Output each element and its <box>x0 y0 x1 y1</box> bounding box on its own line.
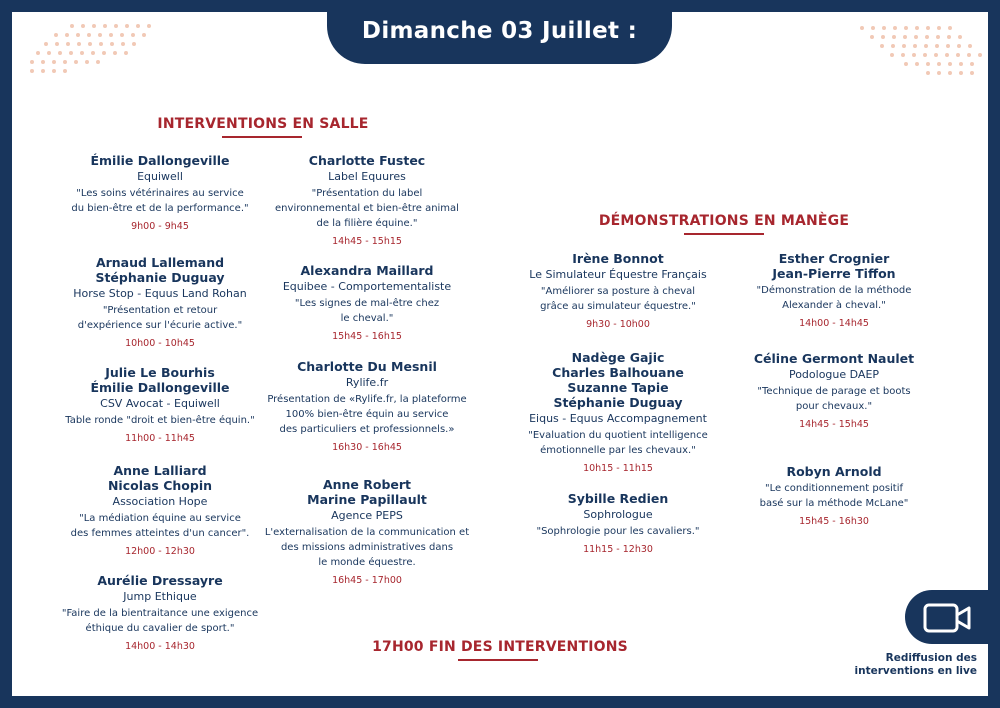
decorative-dot <box>935 44 939 48</box>
talk-line: émotionnelle par les chevaux." <box>540 445 696 456</box>
decorative-dot <box>103 24 107 28</box>
end-of-talks-underline <box>458 659 538 661</box>
time-slot: 16h45 - 17h00 <box>332 575 402 586</box>
decorative-dot <box>970 62 974 66</box>
talk-line: "Technique de parage et boots <box>757 386 911 397</box>
speaker-organization: Horse Stop - Equus Land Rohan <box>73 287 247 300</box>
speaker-organization: Jump Ethique <box>123 590 197 603</box>
speaker-block <box>45 153 275 234</box>
talk-line: "Le conditionnement positif <box>764 483 904 494</box>
speaker-block <box>734 351 934 432</box>
decorative-dot <box>915 62 919 66</box>
speaker-block <box>508 491 728 557</box>
talk-line: d'expérience sur l'écurie active." <box>77 320 243 331</box>
talk-line: pour chevaux." <box>795 401 873 412</box>
decorative-dot <box>936 35 940 39</box>
speaker-name: Charles Balhouane <box>552 365 684 380</box>
talk-line: "Evaluation du quotient intelligence <box>528 430 708 441</box>
section-title-salle: INTERVENTIONS EN SALLE <box>157 116 369 132</box>
decorative-dot <box>99 42 103 46</box>
talk-line: L'externalisation de la communication et <box>264 527 470 538</box>
decorative-dot <box>970 71 974 75</box>
decorative-dot <box>947 35 951 39</box>
time-slot: 11h00 - 11h45 <box>125 433 195 444</box>
decorative-dot <box>926 62 930 66</box>
speaker-organization: Agence PEPS <box>331 509 403 522</box>
decorative-dot <box>945 53 949 57</box>
time-slot: 9h30 - 10h00 <box>586 319 650 330</box>
speaker-block <box>252 263 482 344</box>
time-slot: 12h00 - 12h30 <box>125 546 195 557</box>
decorative-dot <box>891 44 895 48</box>
decorative-dot <box>881 35 885 39</box>
decorative-dot <box>934 53 938 57</box>
decorative-dot <box>132 42 136 46</box>
speaker-block <box>734 251 934 331</box>
decorative-dot <box>87 33 91 37</box>
speaker-organization: Eiqus - Equus Accompagnement <box>529 412 707 425</box>
speaker-name: Émilie Dallongeville <box>90 153 230 168</box>
talk-line: des femmes atteintes d'un cancer". <box>70 528 250 539</box>
end-of-talks-title: 17H00 FIN DES INTERVENTIONS <box>372 639 628 655</box>
decorative-dot <box>968 44 972 48</box>
decorative-dot <box>926 26 930 30</box>
decorative-dot <box>925 35 929 39</box>
decorative-dot <box>136 24 140 28</box>
decorative-dot <box>948 62 952 66</box>
decorative-dot <box>903 35 907 39</box>
talk-line: le monde équestre. <box>318 557 416 568</box>
talk-line: "Les signes de mal-être chez <box>294 298 440 309</box>
decorative-dot <box>77 42 81 46</box>
decorative-dot <box>63 69 67 73</box>
decorative-dot <box>913 44 917 48</box>
time-slot: 16h30 - 16h45 <box>332 442 402 453</box>
time-slot: 14h45 - 15h15 <box>332 236 402 247</box>
time-slot: 14h00 - 14h30 <box>125 641 195 652</box>
decorative-dot <box>110 42 114 46</box>
talk-line: grâce au simulateur équestre." <box>540 301 696 312</box>
speaker-block <box>45 255 275 351</box>
talk-description <box>252 392 482 437</box>
talk-line: des particuliers et professionnels.» <box>279 424 455 435</box>
time-slot: 15h45 - 16h15 <box>332 331 402 342</box>
decorative-dot <box>54 33 58 37</box>
decorative-dot <box>55 42 59 46</box>
time-slot: 9h00 - 9h45 <box>131 221 189 232</box>
speaker-name: Charlotte Du Mesnil <box>297 359 437 374</box>
decorative-dot <box>958 35 962 39</box>
speaker-block <box>252 359 482 455</box>
speaker-name: Suzanne Tapie <box>567 380 669 395</box>
decorative-dot <box>937 71 941 75</box>
speaker-organization: Label Equures <box>328 170 406 183</box>
decorative-dot <box>902 44 906 48</box>
speaker-name: Nicolas Chopin <box>107 478 213 493</box>
decorative-dot <box>44 42 48 46</box>
decorative-dot <box>81 24 85 28</box>
talk-line: "La médiation équine au service <box>79 513 241 524</box>
decorative-dot <box>98 33 102 37</box>
talk-line: "Sophrologie pour les cavaliers." <box>536 526 700 537</box>
talk-description <box>734 481 934 511</box>
decorative-dot <box>41 60 45 64</box>
speaker-name: Anne Lalliard <box>113 463 207 478</box>
talk-line: Présentation de «Rylife.fr, la plateforme <box>267 394 467 405</box>
decorative-dot <box>880 44 884 48</box>
speaker-name: Charlotte Fustec <box>308 153 426 168</box>
speaker-name: Céline Germont Naulet <box>753 351 915 366</box>
decorative-dot <box>47 51 51 55</box>
time-slot: 10h00 - 10h45 <box>125 338 195 349</box>
decorative-dot <box>41 69 45 73</box>
time-slot: 15h45 - 16h30 <box>799 516 869 527</box>
decorative-dot <box>147 24 151 28</box>
decorative-dot <box>30 69 34 73</box>
decorative-dot <box>121 42 125 46</box>
decorative-dot <box>109 33 113 37</box>
decorative-dot <box>901 53 905 57</box>
decorative-dot <box>914 35 918 39</box>
speaker-name: Esther Crognier <box>778 251 890 266</box>
speaker-name: Marine Papillault <box>307 492 427 507</box>
decorative-dot <box>80 51 84 55</box>
talk-description <box>508 524 728 539</box>
decorative-dot <box>85 60 89 64</box>
decorative-dot <box>102 51 106 55</box>
replay-caption <box>855 652 977 678</box>
speaker-name: Irène Bonnot <box>572 251 664 266</box>
speaker-block <box>508 350 728 476</box>
time-slot: 10h15 - 11h15 <box>583 463 653 474</box>
decorative-dot <box>904 62 908 66</box>
decorative-dot <box>937 26 941 30</box>
decorative-dot <box>66 42 70 46</box>
speaker-name: Stéphanie Duguay <box>553 395 683 410</box>
decorative-dot <box>88 42 92 46</box>
talk-line: de la filière équine." <box>316 218 418 229</box>
video-camera-icon <box>923 603 973 633</box>
talk-line: basé sur la méthode McLane" <box>759 498 909 509</box>
decorative-dot <box>926 71 930 75</box>
speaker-block <box>252 477 482 588</box>
talk-description <box>45 413 275 428</box>
decorative-dot <box>948 26 952 30</box>
decorative-dot <box>65 33 69 37</box>
decorative-dot <box>959 71 963 75</box>
time-slot: 14h00 - 14h45 <box>799 318 869 329</box>
talk-line: "Faire de la bientraitance une exigence <box>61 608 259 619</box>
speaker-name: Julie Le Bourhis <box>105 365 215 380</box>
talk-description <box>252 296 482 326</box>
talk-line: "Améliorer sa posture à cheval <box>540 286 696 297</box>
talk-description <box>45 303 275 333</box>
decorative-dot <box>142 33 146 37</box>
talk-description <box>252 525 482 570</box>
speaker-block <box>734 464 934 529</box>
talk-description <box>734 384 934 414</box>
decorative-dot <box>131 33 135 37</box>
speaker-name: Jean-Pierre Tiffon <box>772 266 896 281</box>
talk-line: "Les soins vétérinaires au service <box>76 188 244 199</box>
talk-description <box>508 284 728 314</box>
speaker-name: Robyn Arnold <box>786 464 882 479</box>
speaker-organization: Podologue DAEP <box>788 368 880 381</box>
decorative-dot <box>956 53 960 57</box>
talk-description <box>734 283 934 313</box>
decorative-dot <box>957 44 961 48</box>
speaker-block <box>45 573 275 654</box>
decorative-dot <box>946 44 950 48</box>
speaker-organization: Le Simulateur Équestre Français <box>529 268 707 281</box>
talk-line: Alexander à cheval." <box>782 300 886 311</box>
speaker-block <box>252 153 482 249</box>
section-underline-manege <box>684 233 764 235</box>
speaker-name: Arnaud Lallemand <box>95 255 225 270</box>
decorative-dot <box>70 24 74 28</box>
decorative-dot <box>114 24 118 28</box>
decorative-dot <box>120 33 124 37</box>
decorative-dot <box>96 60 100 64</box>
talk-line: Table ronde "droit et bien-être équin." <box>65 415 255 426</box>
speaker-name: Alexandra Maillard <box>300 263 434 278</box>
decorative-dot <box>125 24 129 28</box>
talk-line: le cheval." <box>340 313 394 324</box>
decorative-dot <box>890 53 894 57</box>
speaker-organization: Equibee - Comportementaliste <box>282 280 452 293</box>
talk-description <box>252 186 482 231</box>
talk-line: des missions administratives dans <box>280 542 454 553</box>
speaker-organization: Rylife.fr <box>345 376 389 389</box>
decorative-dot <box>63 60 67 64</box>
decorative-dot <box>915 26 919 30</box>
decorative-dot <box>36 51 40 55</box>
decorative-dot <box>91 51 95 55</box>
time-slot: 14h45 - 15h45 <box>799 419 869 430</box>
speaker-block <box>508 251 728 332</box>
speaker-name: Aurélie Dressayre <box>97 573 223 588</box>
decorative-dot <box>871 26 875 30</box>
talk-description <box>45 606 275 636</box>
decorative-dot <box>52 60 56 64</box>
speaker-organization: Association Hope <box>112 495 208 508</box>
speaker-name: Stéphanie Duguay <box>95 270 225 285</box>
section-title-manege: DÉMONSTRATIONS EN MANÈGE <box>598 213 850 229</box>
talk-description <box>508 428 728 458</box>
decorative-dot <box>967 53 971 57</box>
decorative-dot <box>924 44 928 48</box>
speaker-name: Sybille Redien <box>567 491 669 506</box>
speaker-block <box>45 463 275 559</box>
talk-line: 100% bien-être équin au service <box>285 409 449 420</box>
decorative-dot <box>923 53 927 57</box>
speaker-block <box>45 365 275 446</box>
decorative-dot <box>52 69 56 73</box>
speaker-organization: CSV Avocat - Equiwell <box>100 397 220 410</box>
decorative-dot <box>959 62 963 66</box>
talk-description <box>45 511 275 541</box>
decorative-dot <box>948 71 952 75</box>
replay-caption-line: interventions en live <box>854 665 977 677</box>
decorative-dot <box>113 51 117 55</box>
section-underline-salle <box>222 136 302 138</box>
time-slot: 11h15 - 12h30 <box>583 544 653 555</box>
decorative-dot <box>870 35 874 39</box>
decorative-dot <box>69 51 73 55</box>
talk-line: "Présentation et retour <box>102 305 218 316</box>
talk-description <box>45 186 275 216</box>
speaker-name: Anne Robert <box>322 477 412 492</box>
decorative-dot <box>124 51 128 55</box>
speaker-organization: Equiwell <box>137 170 183 183</box>
talk-line: "Présentation du label <box>311 188 423 199</box>
speaker-name: Émilie Dallongeville <box>90 380 230 395</box>
decorative-dot <box>978 53 982 57</box>
decorative-dot <box>74 60 78 64</box>
page-title: Dimanche 03 Juillet : <box>361 18 638 44</box>
decorative-dot <box>937 62 941 66</box>
talk-line: du bien-être et de la performance." <box>71 203 249 214</box>
decorative-dot <box>882 26 886 30</box>
talk-line: éthique du cavalier de sport." <box>85 623 235 634</box>
speaker-organization: Sophrologue <box>583 508 653 521</box>
decorative-dot <box>92 24 96 28</box>
decorative-dot <box>30 60 34 64</box>
decorative-dot <box>58 51 62 55</box>
decorative-dot <box>904 26 908 30</box>
replay-caption-line: Rediffusion des <box>885 652 977 664</box>
decorative-dot <box>860 26 864 30</box>
decorative-dot <box>892 35 896 39</box>
decorative-dot <box>893 26 897 30</box>
talk-line: "Démonstration de la méthode <box>756 285 912 296</box>
speaker-name: Nadège Gajic <box>571 350 665 365</box>
decorative-dot <box>912 53 916 57</box>
talk-line: environnemental et bien-être animal <box>275 203 459 214</box>
decorative-dot <box>76 33 80 37</box>
